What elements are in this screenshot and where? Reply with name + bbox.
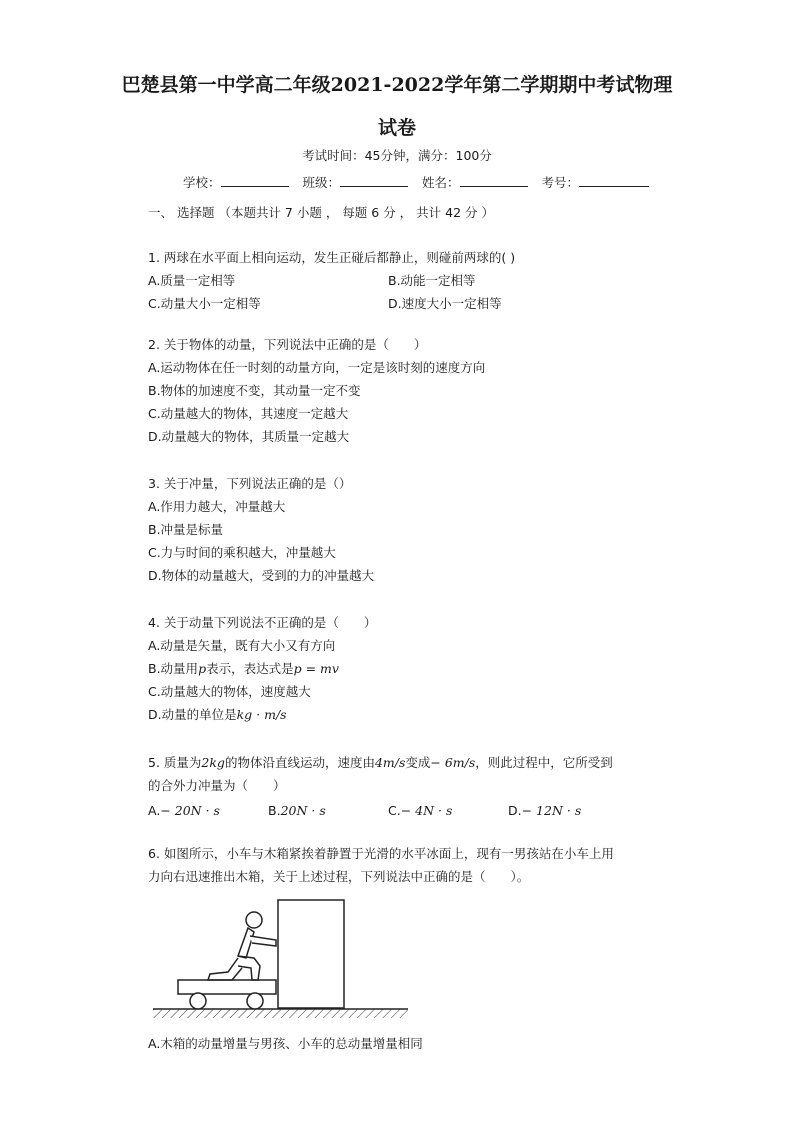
field-name-blank[interactable]	[460, 174, 528, 187]
exam-title-line2: 试卷	[377, 117, 416, 139]
question-stem: 1. 两球在水平面上相向运动，发生正碰后都静止，则碰前两球的( )	[148, 250, 516, 265]
question-stem-line2: 力向右迅速推出木箱，关于上述过程，下列说法中正确的是（ ）。	[148, 869, 530, 884]
question-5	[148, 751, 658, 822]
option-c: C.动量越大的物体，速度越大	[148, 684, 311, 699]
wooden-box	[278, 900, 344, 1008]
ice-ground	[153, 1009, 408, 1018]
cart-wheel-left	[190, 993, 206, 1009]
field-name-label: 姓名：	[422, 175, 460, 190]
option-d: D.物体的动量越大，受到的力的冲量越大	[148, 568, 375, 583]
boy-figure	[208, 912, 276, 980]
question-4	[148, 611, 658, 726]
mass-value: 2kg	[201, 755, 225, 770]
option-a: A.质量一定相等	[148, 273, 236, 288]
student-fields	[183, 173, 659, 191]
option-b: B.20N · s	[268, 803, 326, 818]
option-a: A.运动物体在任一时刻的动量方向，一定是该时刻的速度方向	[148, 360, 486, 375]
question-6-options	[148, 1032, 708, 1055]
field-class-label: 班级：	[302, 175, 341, 190]
exam-title-line1: 巴楚县第一中学高二年级2021-2022学年第二学期期中考试物理	[121, 74, 673, 96]
question-stem: 3. 关于冲量，下列说法正确的是（）	[148, 476, 352, 491]
option-d: D.− 12N · s	[508, 803, 582, 818]
option-d: D.动量的单位是kg · m/s	[148, 707, 287, 722]
field-school-label: 学校：	[183, 175, 221, 190]
field-number-label: 考号：	[541, 175, 580, 190]
option-c: C.力与时间的乘积越大，冲量越大	[148, 545, 336, 560]
cart-box-figure	[148, 896, 418, 1026]
question-3	[148, 472, 658, 587]
option-c: C.− 4N · s	[388, 803, 453, 818]
momentum-symbol: p	[198, 661, 207, 676]
option-b: B.动量用p表示，表达式是p = mv	[148, 661, 339, 676]
momentum-formula: p = mv	[293, 661, 339, 676]
question-stem: 6. 如图所示，小车与木箱紧挨着静置于光滑的水平冰面上，现有一男孩站在小车上用	[148, 846, 614, 861]
field-class-blank[interactable]	[340, 174, 408, 187]
question-2	[148, 333, 658, 448]
option-b: B.动能一定相等	[388, 273, 476, 288]
option-b: B.冲量是标量	[148, 522, 224, 537]
final-velocity: − 6m/s	[430, 755, 476, 770]
question-stem: 4. 关于动量下列说法不正确的是（ ）	[148, 615, 377, 630]
question-stem: 2. 关于物体的动量，下列说法中正确的是（ ）	[148, 337, 427, 352]
option-b: B.物体的加速度不变，其动量一定不变	[148, 383, 361, 398]
question-1	[148, 246, 658, 315]
initial-velocity: 4m/s	[374, 755, 406, 770]
question-stem-line2: 的合外力冲量为（ ）	[148, 778, 286, 793]
field-school-blank[interactable]	[221, 174, 289, 187]
exam-info: 考试时间：45分钟，满分：100分	[302, 148, 492, 163]
question-stem: 5. 质量为2kg的物体沿直线运动，速度由4m/s变成− 6m/s，则此过程中，它所受到	[148, 755, 613, 770]
option-a: A.作用力越大，冲量越大	[148, 499, 286, 514]
option-c: C.动量大小一定相等	[148, 296, 261, 311]
field-number-blank[interactable]	[579, 174, 649, 187]
option-a: A.动量是矢量，既有大小又有方向	[148, 638, 336, 653]
cart-wheel-right	[247, 993, 263, 1009]
option-c: C.动量越大的物体，其速度一定越大	[148, 406, 349, 421]
option-a: A.木箱的动量增量与男孩、小车的总动量增量相同	[148, 1036, 423, 1051]
cart	[178, 980, 276, 1009]
question-6	[148, 842, 708, 888]
option-d: D.速度大小一定相等	[388, 296, 502, 311]
section-heading: 一、 选择题 （本题共计 7 小题 ， 每题 6 分 ， 共计 42 分 ）	[148, 205, 494, 220]
option-a: A.− 20N · s	[148, 803, 220, 818]
momentum-unit: kg · m/s	[236, 707, 287, 722]
option-d: D.动量越大的物体，其质量一定越大	[148, 429, 350, 444]
